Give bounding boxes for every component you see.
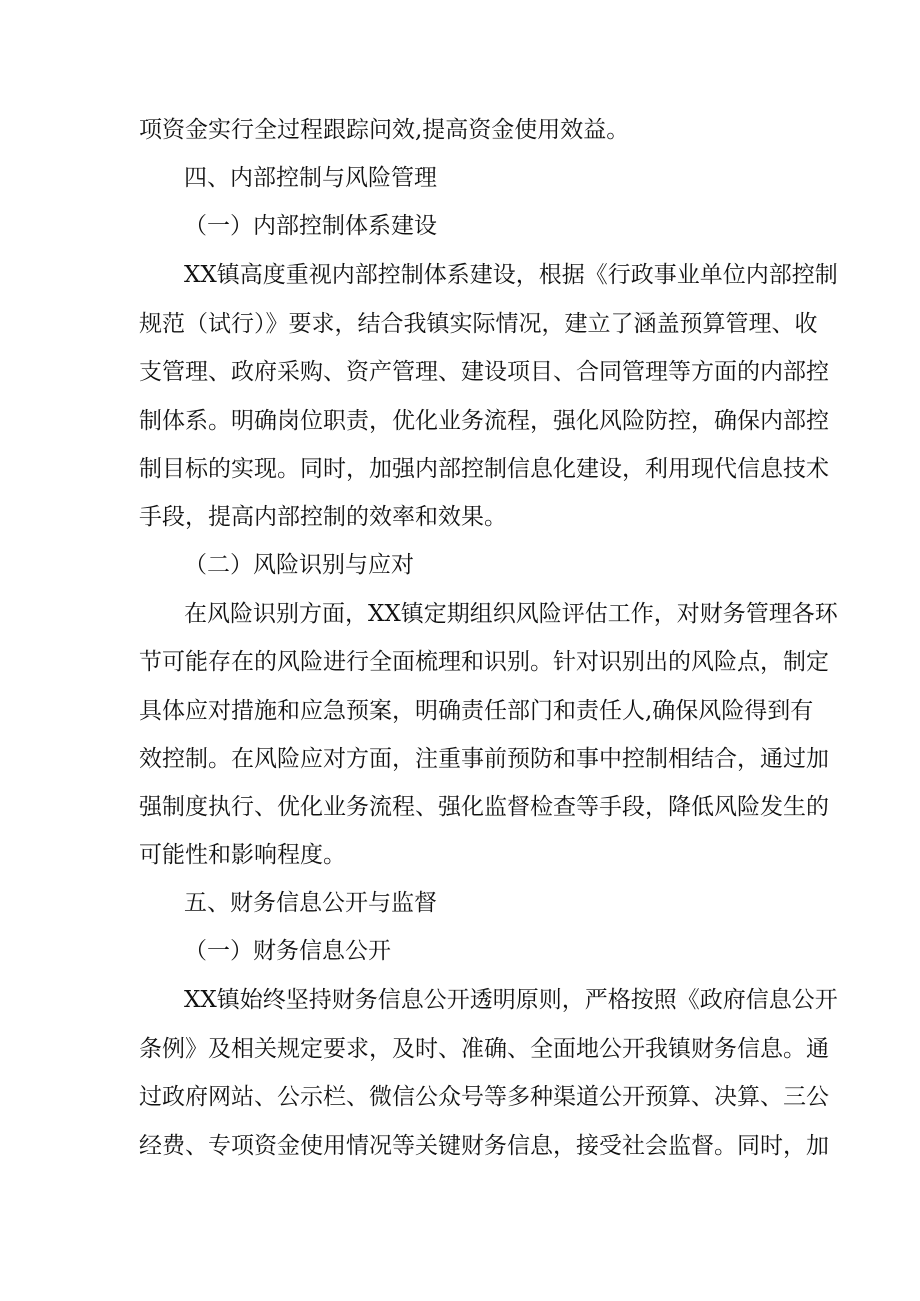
paragraph-line: 效控制。在风险应对方面，注重事前预防和事中控制相结合，通过加 — [139, 746, 829, 772]
paragraph-line: 具体应对措施和应急预案，明确责任部门和责任人,确保风险得到有 — [139, 698, 814, 724]
paragraph-line: XX镇高度重视内部控制体系建设，根据《行政事业单位内部控制 — [184, 262, 838, 288]
paragraph-line: 项资金实行全过程跟踪问效,提高资金使用效益。 — [139, 117, 630, 143]
subsection-heading: （一）财务信息公开 — [184, 938, 391, 964]
paragraph-line: XX镇始终坚持财务信息公开透明原则，严格按照《政府信息公开 — [184, 987, 838, 1013]
paragraph-line: 手段，提高内部控制的效率和效果。 — [139, 504, 507, 530]
section-heading: 五、财务信息公开与监督 — [184, 890, 437, 916]
subsection-heading: （一）内部控制体系建设 — [184, 213, 437, 239]
paragraph-line: 过政府网站、公示栏、微信公众号等多种渠道公开预算、决算、三公 — [139, 1084, 829, 1110]
paragraph-line: 支管理、政府采购、资产管理、建设项目、合同管理等方面的内部控 — [139, 359, 829, 385]
paragraph-line: 强制度执行、优化业务流程、强化监督检查等手段，降低风险发生的 — [139, 794, 829, 820]
subsection-heading: （二）风险识别与应对 — [184, 552, 414, 578]
paragraph-line: 节可能存在的风险进行全面梳理和识别。针对识别出的风险点，制定 — [139, 649, 829, 675]
paragraph-line: 条例》及相关规定要求，及时、准确、全面地公开我镇财务信息。通 — [139, 1036, 829, 1062]
paragraph-line: 制目标的实现。同时，加强内部控制信息化建设，利用现代信息技术 — [139, 456, 829, 482]
paragraph-line: 在风险识别方面，XX镇定期组织风险评估工作，对财务管理各环 — [184, 601, 838, 627]
paragraph-line: 制体系。明确岗位职责，优化业务流程，强化风险防控，确保内部控 — [139, 408, 829, 434]
paragraph-line: 可能性和影响程度。 — [139, 842, 346, 868]
paragraph-line: 规范（试行）》要求，结合我镇实际情况，建立了涵盖预算管理、收 — [139, 311, 818, 337]
paragraph-line: 经费、专项资金使用情况等关键财务信息，接受社会监督。同时，加 — [139, 1133, 829, 1159]
section-heading: 四、内部控制与风险管理 — [184, 165, 437, 191]
